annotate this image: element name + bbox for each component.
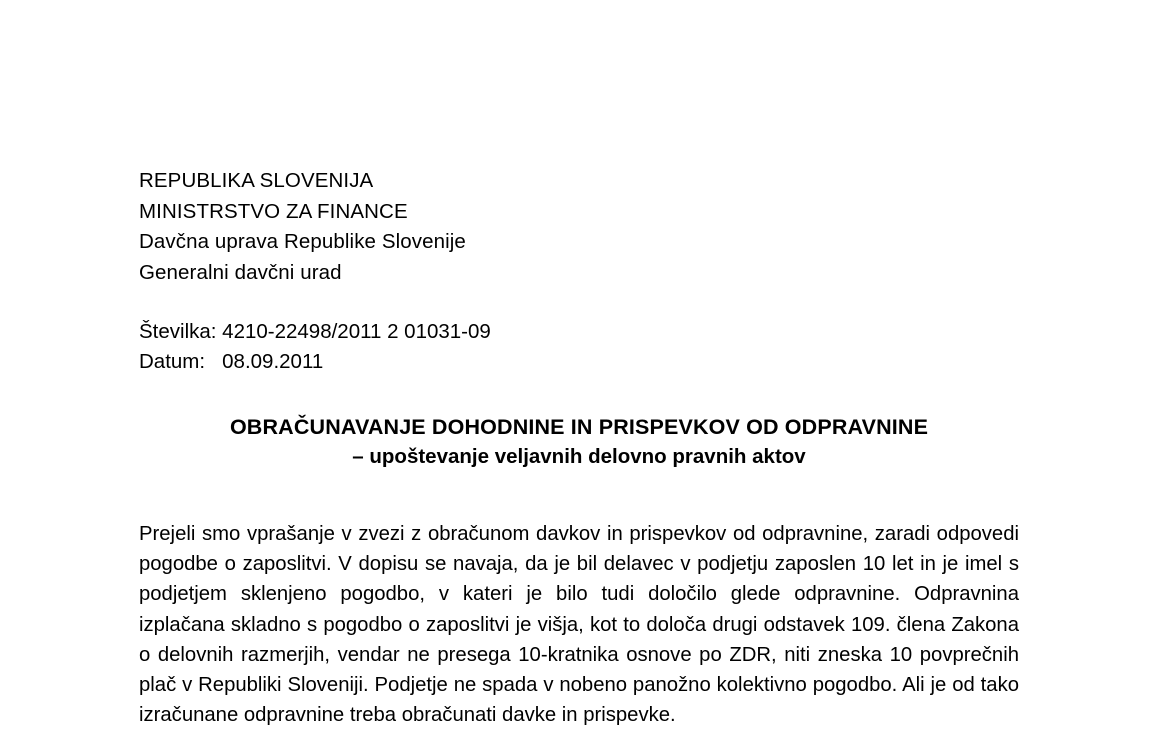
letterhead-line-1: REPUBLIKA SLOVENIJA xyxy=(139,169,374,192)
document-content xyxy=(139,166,1019,730)
document-title xyxy=(139,413,1019,471)
letterhead-line-3: Davčna uprava Republike Slovenije xyxy=(139,230,466,253)
letterhead-line-4: Generalni davčni urad xyxy=(139,260,342,284)
document-title-line-2: – upoštevanje veljavnih delovno pravnih aktov xyxy=(352,445,806,468)
reference-date: Datum: 08.09.2011 xyxy=(139,350,324,373)
body-paragraph-1: Prejeli smo vprašanje v zvezi z obračunom davkov in prispevkov od odpravnine, zaradi odpovedi pogodbe o zaposlitvi. V dopisu se navaja, da je bil delavec v podjetju zaposlen 10 let in je imel s podjetjem sklenjeno pogodbo, v kateri je bilo tudi določilo glede odpravnine. Odpravnina izplačana skladno s pogodbo o zaposlitvi je višja, kot to določa drugi odstavek 109. člena Zakona o delovnih razmerjih, vendar ne presega 10-kratnika osnove po ZDR, niti zneska 10 povprečnih plač v Republiki Sloveniji. Podjetje ne spada v nobeno panožno kolektivno pogodbo. Ali je od tako izračunane odpravnine treba obračunati davke in prispevke. xyxy=(139,523,1019,727)
document-body xyxy=(139,519,1019,730)
document-title-line-1: OBRAČUNAVANJE DOHODNINE IN PRISPEVKOV OD ODPRAVNINE xyxy=(229,415,929,439)
letterhead-line-2: MINISTRSTVO ZA FINANCE xyxy=(139,199,408,223)
reference-block xyxy=(139,317,1019,377)
letterhead-block xyxy=(139,166,1019,288)
reference-number: Številka: 4210-22498/2011 2 01031-09 xyxy=(139,320,491,343)
